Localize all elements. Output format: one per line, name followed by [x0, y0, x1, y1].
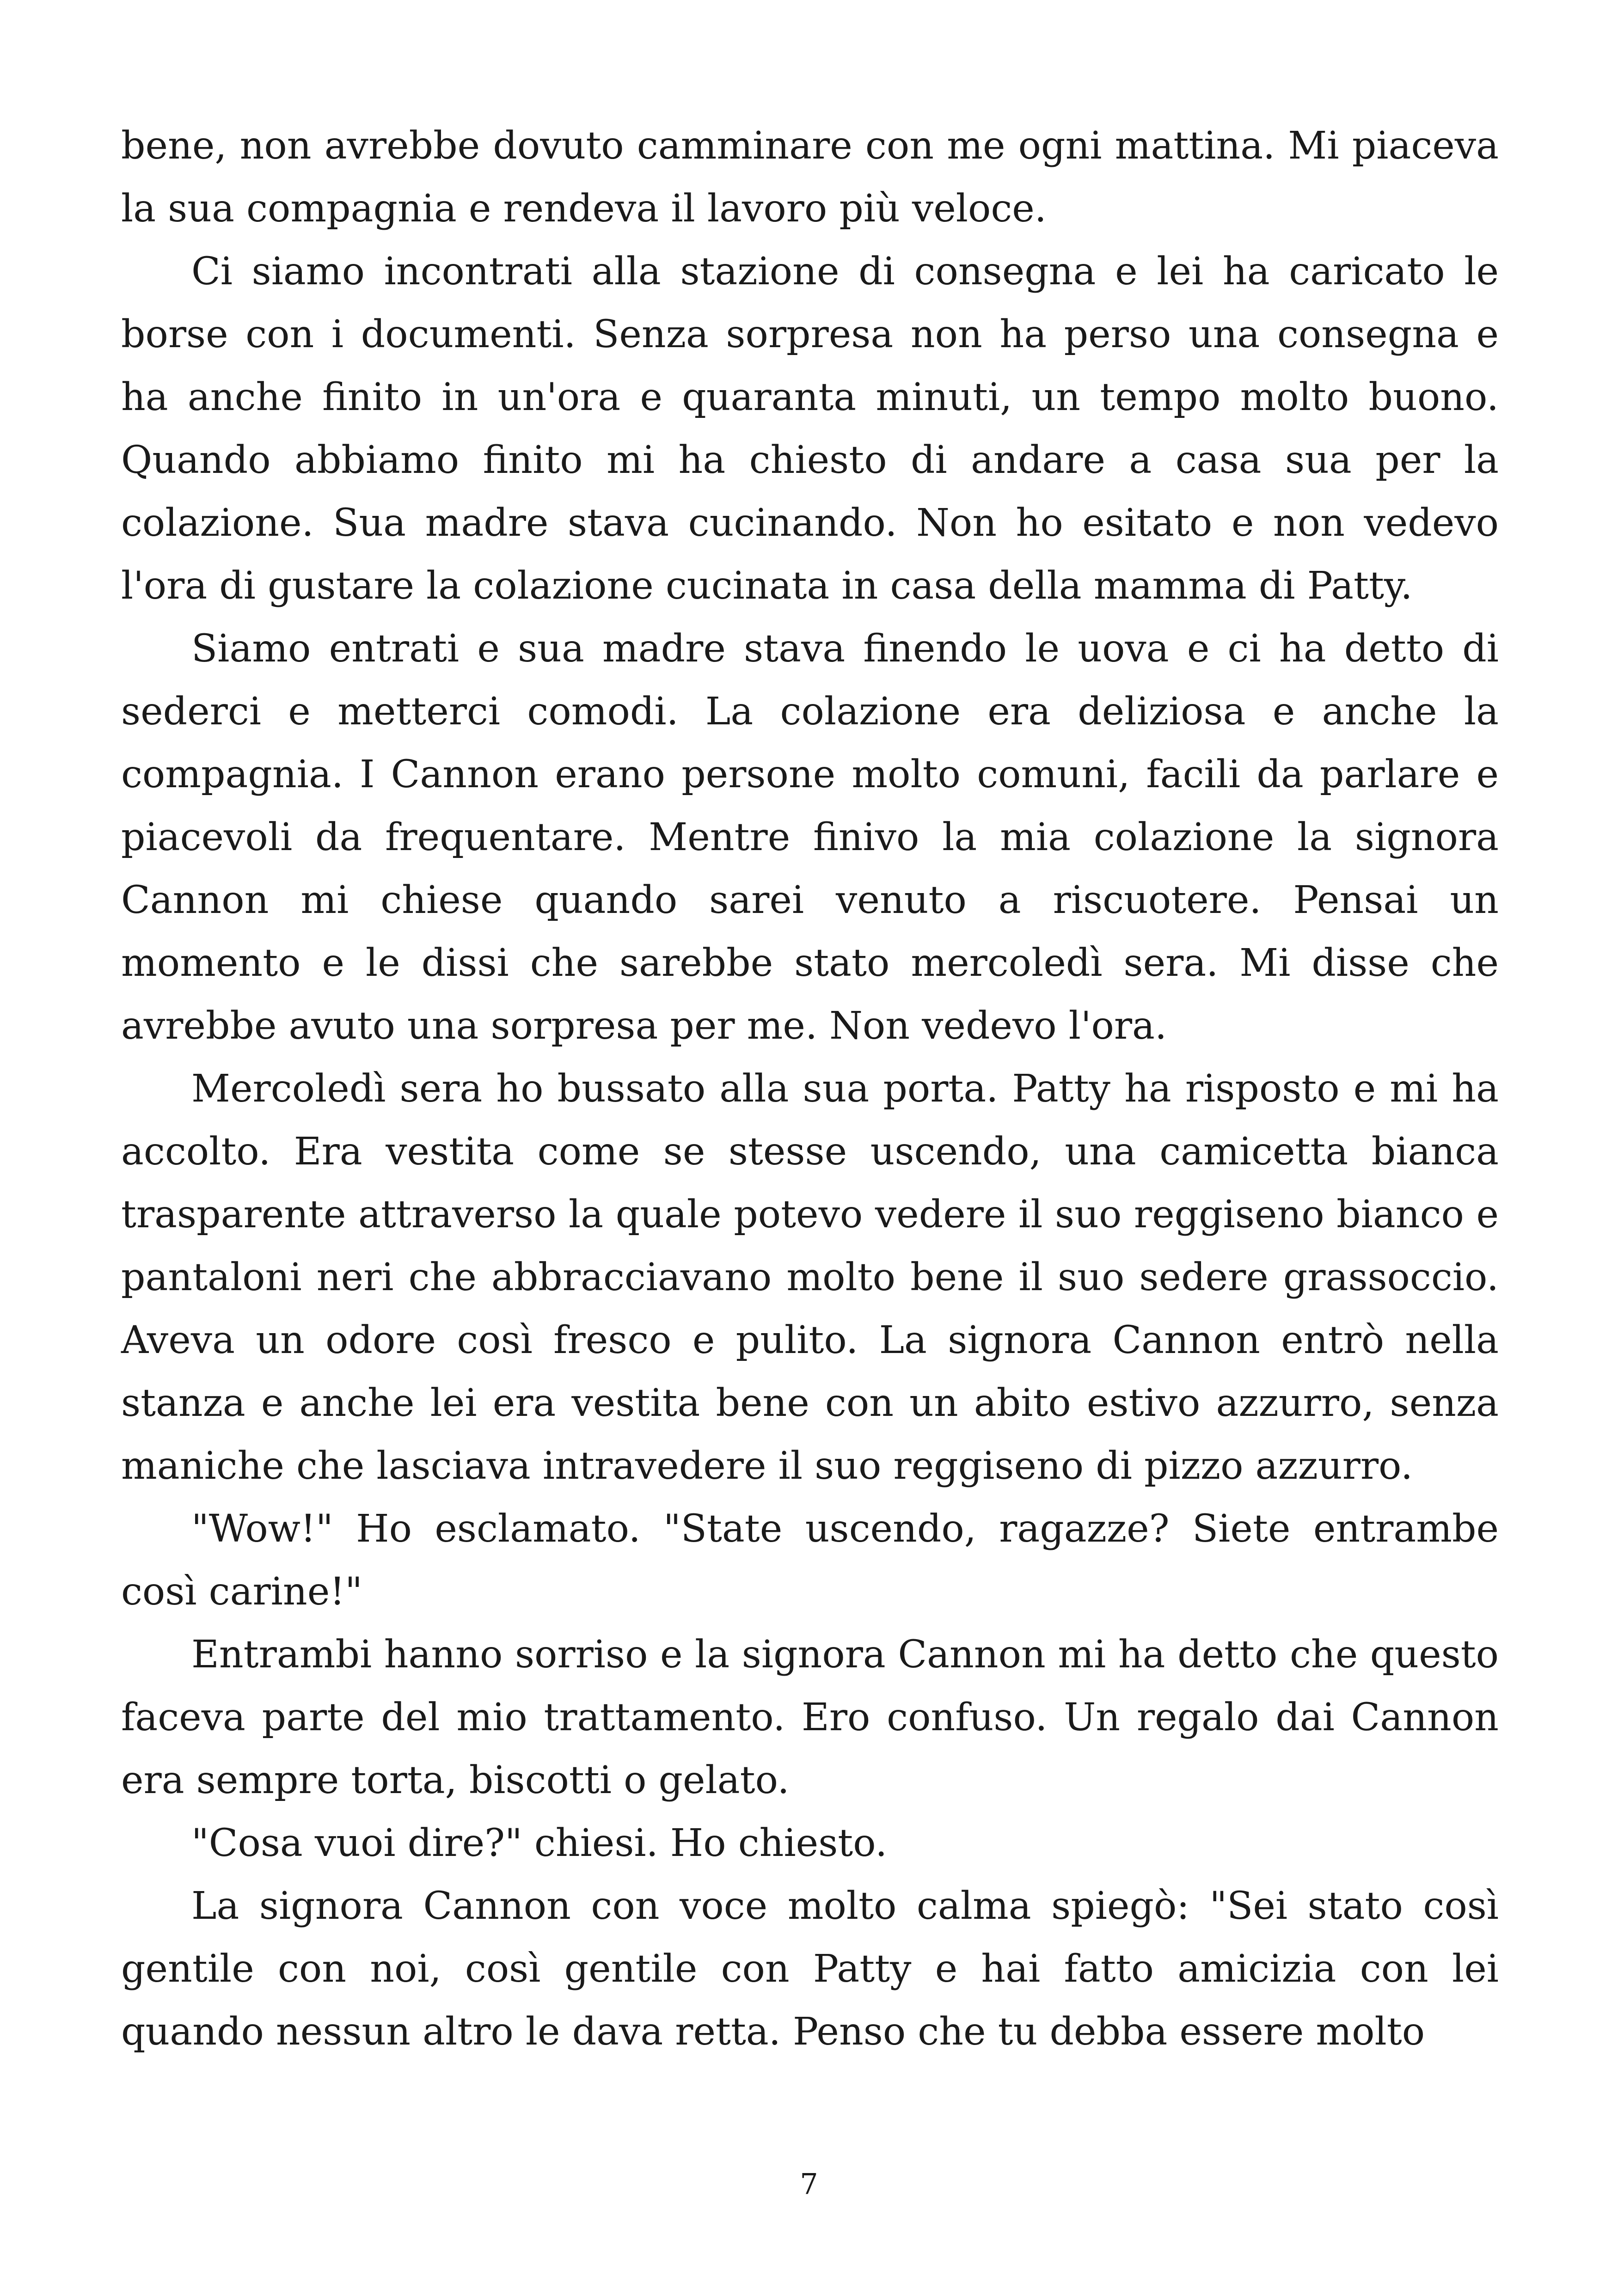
- paragraph: Mercoledì sera ho bussato alla sua porta. Patty ha risposto e mi ha accolto. Era vestita come se stesse uscendo, una camicetta bianca trasparente attraverso la quale potevo vedere il suo reggiseno bianco e pantaloni neri che abbracciavano molto bene il suo sedere grassoccio. Aveva un odore così fresco e pulito. La signora Cannon entrò nella stanza e anche lei era vestita bene con un abito estivo azzurro, senza maniche che lasciava intravedere il suo reggiseno di pizzo azzurro.: [121, 1067, 1499, 1488]
- paragraph: Entrambi hanno sorriso e la signora Cannon mi ha detto che questo faceva parte del mio trattamento. Ero confuso. Un regalo dai Cannon era sempre torta, biscotti o gelato.: [121, 1633, 1499, 1802]
- body-text: [121, 115, 1499, 2063]
- paragraph: Siamo entrati e sua madre stava finendo le uova e ci ha detto di sederci e metterci comodi. La colazione era deliziosa e anche la compagnia. I Cannon erano persone molto comuni, facili da parlare e piacevoli da frequentare. Mentre finivo la mia colazione la signora Cannon mi chiese quando sarei venuto a riscuotere. Pensai un momento e le dissi che sarebbe stato mercoledì sera. Mi disse che avrebbe avuto una sorpresa per me. Non vedevo l'ora.: [121, 627, 1499, 1048]
- paragraph: "Wow!" Ho esclamato. "State uscendo, ragazze? Siete entrambe così carine!": [121, 1507, 1499, 1614]
- paragraph-continuation: bene, non avrebbe dovuto camminare con me ogni mattina. Mi piaceva la sua compagnia e rendeva il lavoro più veloce.: [121, 124, 1499, 231]
- page-number: 7: [800, 2167, 818, 2201]
- paragraph: "Cosa vuoi dire?" chiesi. Ho chiesto.: [191, 1821, 888, 1865]
- paragraph: Ci siamo incontrati alla stazione di consegna e lei ha caricato le borse con i documenti. Senza sorpresa non ha perso una consegna e ha anche finito in un'ora e quaranta minuti, un tempo molto buono. Quando abbiamo finito mi ha chiesto di andare a casa sua per la colazione. Sua madre stava cucinando. Non ho esitato e non vedevo l'ora di gustare la colazione cucinata in casa della mamma di Patty.: [121, 250, 1499, 608]
- paragraph: La signora Cannon con voce molto calma spiegò: "Sei stato così gentile con noi, così gentile con Patty e hai fatto amicizia con lei quando nessun altro le dava retta. Penso che tu debba essere molto: [121, 1884, 1499, 2054]
